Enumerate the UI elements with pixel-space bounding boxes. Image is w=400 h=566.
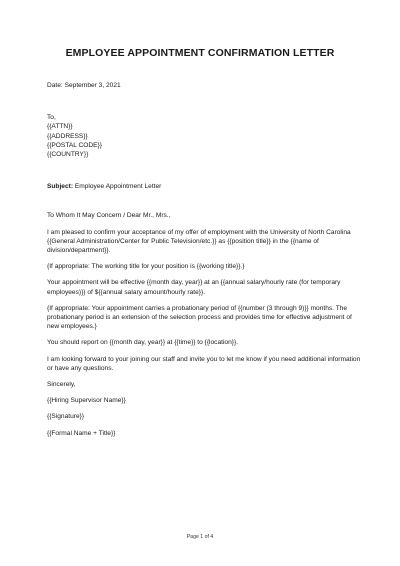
subject-line: [47, 182, 363, 191]
sign-off: Sincerely,: [47, 381, 76, 389]
salutation: To Whom It May Concern / Dear Mr., Mrs.,: [47, 212, 171, 220]
signature-placeholder: {{Signature}}: [47, 413, 85, 421]
page-title: EMPLOYEE APPOINTMENT CONFIRMATION LETTER: [65, 47, 335, 59]
recipient-address-block: [47, 113, 363, 159]
paragraph-working-title: {If appropriate: The working title for your position is {{working title}}.}: [47, 263, 245, 271]
paragraph-report: You should report on {{month day, year}} at {{time}} to {{location}}.: [47, 339, 239, 347]
subject-text: Employee Appointment Letter: [73, 183, 162, 191]
formal-name-title: {{Formal Name + Title}}: [47, 429, 116, 437]
page-number: Page 1 of 4: [186, 534, 214, 540]
letter-body: [47, 81, 363, 438]
subject-label: Subject:: [47, 183, 74, 191]
letter-date: Date: September 3, 2021: [47, 82, 121, 89]
address-postal-code: {{POSTAL CODE}}: [47, 141, 102, 149]
paragraph-closing-note: I am looking forward to your joining our staff and invite you to let me know if you need additional information or have any questions.: [47, 355, 361, 372]
hiring-supervisor-name: {{Hiring Supervisor Name}}: [47, 397, 126, 405]
address-street: {{ADDRESS}}: [47, 132, 88, 140]
paragraph-probation: {If appropriate: Your appointment carries a probationary period of {{number (3 through 9)}} months. The probationary period is an extension of the selection process and provides time for effective adjustment of new employees.}: [47, 304, 352, 331]
address-country: {{COUNTRY}}: [47, 151, 89, 159]
address-attn: {{ATTN}}: [47, 123, 73, 131]
address-to: To,: [47, 114, 56, 122]
paragraph-offer: I am pleased to confirm your acceptance of my offer of employment with the University of North Carolina {{General Administration/Center for Public Television/etc.}} as {{position title}} in the {{name of division/department}}.: [47, 228, 351, 255]
paragraph-effective-date: Your appointment will be effective {{month day, year}} at an {{annual salary/hourly rate (for temporary employees)}} of ${{annual salary amount/hourly rate}}.: [47, 279, 341, 296]
